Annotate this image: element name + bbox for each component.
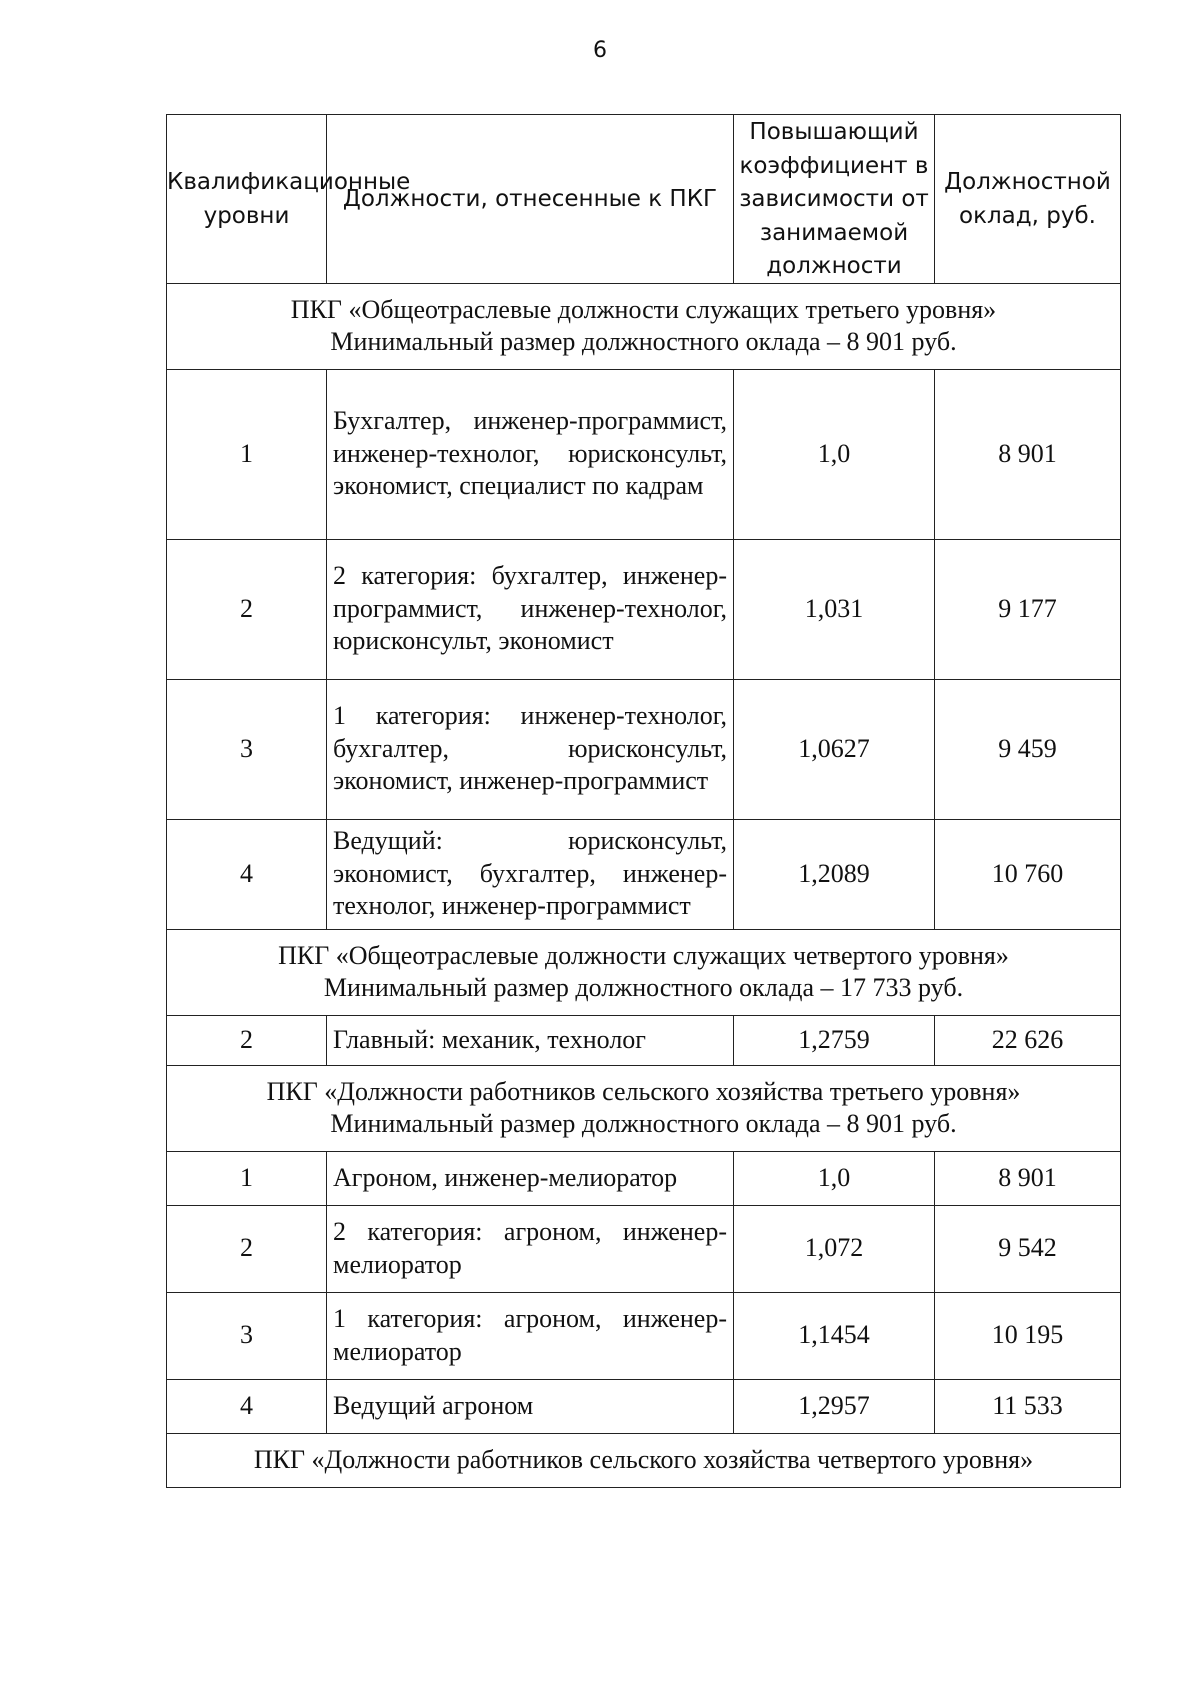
positions-cell: Ведущий: юрисконсульт, экономист, бухгалтер, инженер-технолог, инженер-программист — [327, 819, 734, 929]
salary-cell: 8 901 — [935, 369, 1121, 539]
salary-cell: 10 195 — [935, 1292, 1121, 1379]
level-cell: 2 — [167, 1205, 327, 1292]
coefficient-cell: 1,0627 — [734, 679, 935, 819]
salary-table — [166, 114, 1121, 1488]
positions-cell: 2 категория: бухгалтер, инженер-программист, инженер-технолог, юрисконсульт, экономист — [327, 539, 734, 679]
coefficient-cell: 1,0 — [734, 369, 935, 539]
level-cell: 3 — [167, 1292, 327, 1379]
group-heading — [167, 929, 1121, 1015]
salary-cell: 22 626 — [935, 1015, 1121, 1065]
group-title: ПКГ «Должности работников сельского хозяйства третьего уровня» — [266, 1076, 1021, 1106]
coefficient-cell: 1,2957 — [734, 1379, 935, 1433]
table-row — [167, 1015, 1121, 1065]
coefficient-cell: 1,2089 — [734, 819, 935, 929]
group-title: ПКГ «Должности работников сельского хозяйства четвертого уровня» — [253, 1444, 1034, 1474]
table-row — [167, 1379, 1121, 1433]
salary-cell: 8 901 — [935, 1151, 1121, 1205]
group-heading — [167, 1433, 1121, 1487]
coefficient-cell: 1,031 — [734, 539, 935, 679]
group-heading-row — [167, 283, 1121, 369]
coefficient-cell: 1,0 — [734, 1151, 935, 1205]
coefficient-cell: 1,2759 — [734, 1015, 935, 1065]
positions-cell: Главный: механик, технолог — [327, 1015, 734, 1065]
header-coefficient: Повышающий коэффициент в зависимости от занимаемой должности — [734, 115, 935, 284]
group-heading — [167, 283, 1121, 369]
coefficient-cell: 1,072 — [734, 1205, 935, 1292]
level-cell: 3 — [167, 679, 327, 819]
table-row — [167, 1292, 1121, 1379]
coefficient-cell: 1,1454 — [734, 1292, 935, 1379]
level-cell: 2 — [167, 539, 327, 679]
group-heading-row — [167, 929, 1121, 1015]
table-row — [167, 369, 1121, 539]
positions-cell: 1 категория: агроном, инженер-мелиоратор — [327, 1292, 734, 1379]
level-cell: 1 — [167, 1151, 327, 1205]
level-cell: 4 — [167, 819, 327, 929]
table-row — [167, 1151, 1121, 1205]
level-cell: 1 — [167, 369, 327, 539]
header-positions: Должности, отнесенные к ПКГ — [327, 115, 734, 284]
positions-cell: Агроном, инженер-мелиоратор — [327, 1151, 734, 1205]
level-cell: 4 — [167, 1379, 327, 1433]
salary-cell: 9 459 — [935, 679, 1121, 819]
page-number: 6 — [593, 38, 607, 63]
group-title: ПКГ «Общеотраслевые должности служащих третьего уровня» — [290, 294, 997, 324]
group-minimum: Минимальный размер должностного оклада – 17 733 руб. — [323, 973, 964, 1002]
positions-cell: Ведущий агроном — [327, 1379, 734, 1433]
positions-cell: Бухгалтер, инженер-программист, инженер-технолог, юрисконсульт, экономист, специалист по кадрам — [327, 369, 734, 539]
group-minimum: Минимальный размер должностного оклада – 8 901 руб. — [330, 1109, 957, 1138]
table-header-row — [167, 115, 1121, 284]
salary-cell: 9 177 — [935, 539, 1121, 679]
group-minimum: Минимальный размер должностного оклада – 8 901 руб. — [330, 327, 957, 356]
table-row — [167, 1205, 1121, 1292]
salary-cell: 9 542 — [935, 1205, 1121, 1292]
positions-cell: 2 категория: агроном, инженер-мелиоратор — [327, 1205, 734, 1292]
table-row — [167, 679, 1121, 819]
group-heading-row — [167, 1065, 1121, 1151]
table-row — [167, 819, 1121, 929]
header-level: Квалификационные уровни — [167, 115, 327, 284]
positions-cell: 1 категория: инженер-технолог, бухгалтер, юрисконсульт, экономист, инженер-программист — [327, 679, 734, 819]
group-heading-row — [167, 1433, 1121, 1487]
group-heading — [167, 1065, 1121, 1151]
level-cell: 2 — [167, 1015, 327, 1065]
salary-cell: 10 760 — [935, 819, 1121, 929]
salary-cell: 11 533 — [935, 1379, 1121, 1433]
group-title: ПКГ «Общеотраслевые должности служащих четвертого уровня» — [278, 940, 1009, 970]
table-row — [167, 539, 1121, 679]
header-salary: Должностной оклад, руб. — [935, 115, 1121, 284]
